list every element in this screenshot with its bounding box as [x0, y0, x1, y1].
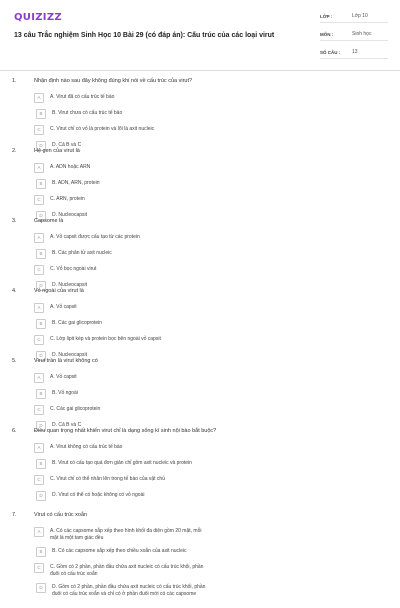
question-number: 1.: [12, 78, 17, 84]
option-text: D. Gồm có 2 phần, phần đầu chứa axit nucleic có cấu trúc khối, phần đuôi có cấu trúc xoắn và chỉ có ở phần đuôi mới có các capsome: [52, 584, 206, 597]
option-c[interactable]: [34, 265, 211, 275]
option-c[interactable]: [34, 335, 211, 345]
question-4: [12, 288, 388, 358]
option-letter-badge: A: [34, 373, 44, 383]
meta-label: MÔN :: [320, 31, 334, 37]
option-a[interactable]: [34, 233, 211, 243]
option-b[interactable]: [36, 459, 213, 469]
question-header: [12, 78, 388, 85]
question-3: [12, 218, 388, 288]
option-a[interactable]: [34, 163, 211, 173]
question-text: Điều quan trọng nhất khiến virut chỉ là dạng sống kí sinh nội bào bắt buộc?: [34, 428, 217, 434]
meta-value: 13: [352, 49, 358, 55]
question-number: 4.: [12, 288, 17, 294]
option-a[interactable]: [34, 93, 211, 103]
option-text: C. Vỏ bọc ngoài virut: [50, 266, 97, 272]
option-text: C. Virut chỉ có vỏ là protein và lõi là axit nucleic: [50, 126, 155, 132]
option-text: B. Virut chưa có cấu trúc tế bào: [52, 110, 123, 116]
option-letter-badge: B: [36, 179, 46, 189]
question-5: [12, 358, 388, 428]
question-text: Hệ gen của virut là: [34, 148, 80, 154]
option-text: C. Lớp lipit kép và protein bọc bên ngoài vỏ capsit: [50, 336, 161, 342]
option-c[interactable]: [34, 405, 211, 415]
option-text: A. Virut đã có cấu trúc tế bào: [50, 94, 115, 100]
option-text: A. Có các capsome sắp xếp theo hình khối đa diện gồm 20 mặt, mỗi mặt là một tam giác đều: [50, 528, 202, 541]
option-letter-badge: C: [34, 125, 44, 135]
option-c[interactable]: [34, 125, 211, 135]
option-letter-badge: D: [36, 281, 46, 291]
option-text: B. Có các capsome sắp xếp theo chiều xoắn của axit nucleic: [52, 548, 187, 554]
question-6: [12, 428, 388, 512]
option-letter-badge: A: [34, 233, 44, 243]
option-letter-badge: C: [34, 563, 44, 573]
question-number: 6.: [12, 428, 17, 434]
option-letter-badge: B: [36, 319, 46, 329]
option-b[interactable]: [36, 179, 213, 189]
question-header: [12, 218, 388, 225]
question-header: [12, 512, 388, 519]
option-letter-badge: A: [34, 93, 44, 103]
option-text: B. Virut có cấu tạo quá đơn giản chỉ gồm axit nucleic và protein: [52, 460, 192, 466]
question-text: Nhận định nào sau đây không đúng khi nói về cấu trúc của virut?: [34, 78, 193, 84]
option-letter-badge: B: [36, 459, 46, 469]
option-b[interactable]: [36, 319, 213, 329]
option-text: A. Virut không có cấu trúc tế bào: [50, 444, 123, 450]
question-text: Capsome là: [34, 218, 64, 224]
meta-value: Lớp 10: [352, 13, 368, 19]
option-letter-badge: D: [36, 491, 46, 501]
question-number: 5.: [12, 358, 17, 364]
option-letter-badge: B: [36, 249, 46, 259]
meta-info: [320, 10, 388, 64]
option-letter-badge: A: [34, 163, 44, 173]
question-2: [12, 148, 388, 218]
options: [34, 443, 388, 507]
option-b[interactable]: [36, 109, 213, 119]
option-text: A. Vỏ capsit: [50, 374, 77, 380]
option-text: C. Virut chỉ có thể nhân lên trong tế bào của vật chủ: [50, 476, 165, 482]
question-text: Virut trần là virut không có: [34, 358, 98, 364]
option-d[interactable]: [36, 491, 213, 501]
option-letter-badge: D: [36, 583, 46, 593]
option-letter-badge: D: [36, 211, 46, 221]
quizizz-logo: QUIZIZZ: [14, 12, 62, 23]
option-c[interactable]: [34, 195, 211, 205]
option-text: D. Cả B và C: [52, 422, 82, 428]
question-number: 3.: [12, 218, 17, 224]
option-letter-badge: C: [34, 195, 44, 205]
option-letter-badge: D: [36, 141, 46, 151]
question-header: [12, 148, 388, 155]
option-text: C. Gồm có 2 phần, phần đầu chứa axit nucleic có cấu trúc khối, phần đuôi có cấu trúc xoắn: [50, 564, 204, 577]
option-letter-badge: C: [34, 475, 44, 485]
option-letter-badge: D: [36, 421, 46, 431]
option-text: C. Các gai glicoprotein: [50, 406, 101, 412]
option-text: B. Vỏ ngoài: [52, 390, 78, 396]
question-text: Vỏ ngoài của virut là: [34, 288, 84, 294]
option-a[interactable]: [34, 443, 211, 453]
option-letter-badge: A: [34, 303, 44, 313]
option-text: A. Vỏ capsit: [50, 304, 77, 310]
option-text: B. ADN, ARN, protein: [52, 180, 100, 186]
question-header: [12, 358, 388, 365]
option-text: B. Các phân tử axit nucleic: [52, 250, 112, 256]
question-header: [12, 428, 388, 435]
option-text: D. Virut có thể có hoặc không có vỏ ngoài: [52, 492, 145, 498]
question-7: [12, 512, 388, 608]
option-letter-badge: C: [34, 335, 44, 345]
meta-row-subject: [320, 28, 388, 41]
meta-row-count: [320, 46, 388, 59]
meta-label: LỚP :: [320, 13, 333, 19]
page-title: 13 câu Trắc nghiệm Sinh Học 10 Bài 29 (có đáp án): Cấu trúc của các loại virut: [14, 32, 275, 39]
option-text: D. Nucleocapsit: [52, 212, 88, 218]
option-a[interactable]: [34, 527, 211, 541]
question-1: [12, 78, 388, 148]
option-d[interactable]: [36, 583, 213, 597]
question-number: 7.: [12, 512, 17, 518]
option-c[interactable]: [34, 475, 211, 485]
option-letter-badge: A: [34, 443, 44, 453]
option-text: D. Cả B và C: [52, 142, 82, 148]
option-letter-badge: C: [34, 405, 44, 415]
options: [34, 527, 388, 603]
option-a[interactable]: [34, 303, 211, 313]
question-text: Virut có cấu trúc xoắn: [34, 512, 88, 518]
option-letter-badge: D: [36, 351, 46, 361]
meta-label: SỐ CÂU :: [320, 49, 341, 55]
option-text: A. Vỏ capsit được cấu tạo từ các protein: [50, 234, 140, 240]
meta-row-class: [320, 10, 388, 23]
option-text: C. ARN, protein: [50, 196, 85, 202]
header-divider: [0, 70, 400, 71]
option-c[interactable]: [34, 563, 211, 577]
meta-value: Sinh học: [352, 31, 372, 37]
question-list: [0, 78, 400, 608]
option-text: D. Nucleocapsit: [52, 282, 88, 288]
option-b[interactable]: [36, 389, 213, 399]
option-letter-badge: C: [34, 265, 44, 275]
page-header: [0, 0, 400, 60]
option-b[interactable]: [36, 547, 213, 557]
option-text: B. Các gai glicoprotein: [52, 320, 103, 326]
option-letter-badge: A: [34, 527, 44, 537]
option-letter-badge: B: [36, 389, 46, 399]
question-number: 2.: [12, 148, 17, 154]
option-text: D. Nucleocapsit: [52, 352, 88, 358]
option-b[interactable]: [36, 249, 213, 259]
option-text: A. ADN hoặc ARN: [50, 164, 91, 170]
option-a[interactable]: [34, 373, 211, 383]
option-letter-badge: B: [36, 109, 46, 119]
option-letter-badge: B: [36, 547, 46, 557]
question-header: [12, 288, 388, 295]
